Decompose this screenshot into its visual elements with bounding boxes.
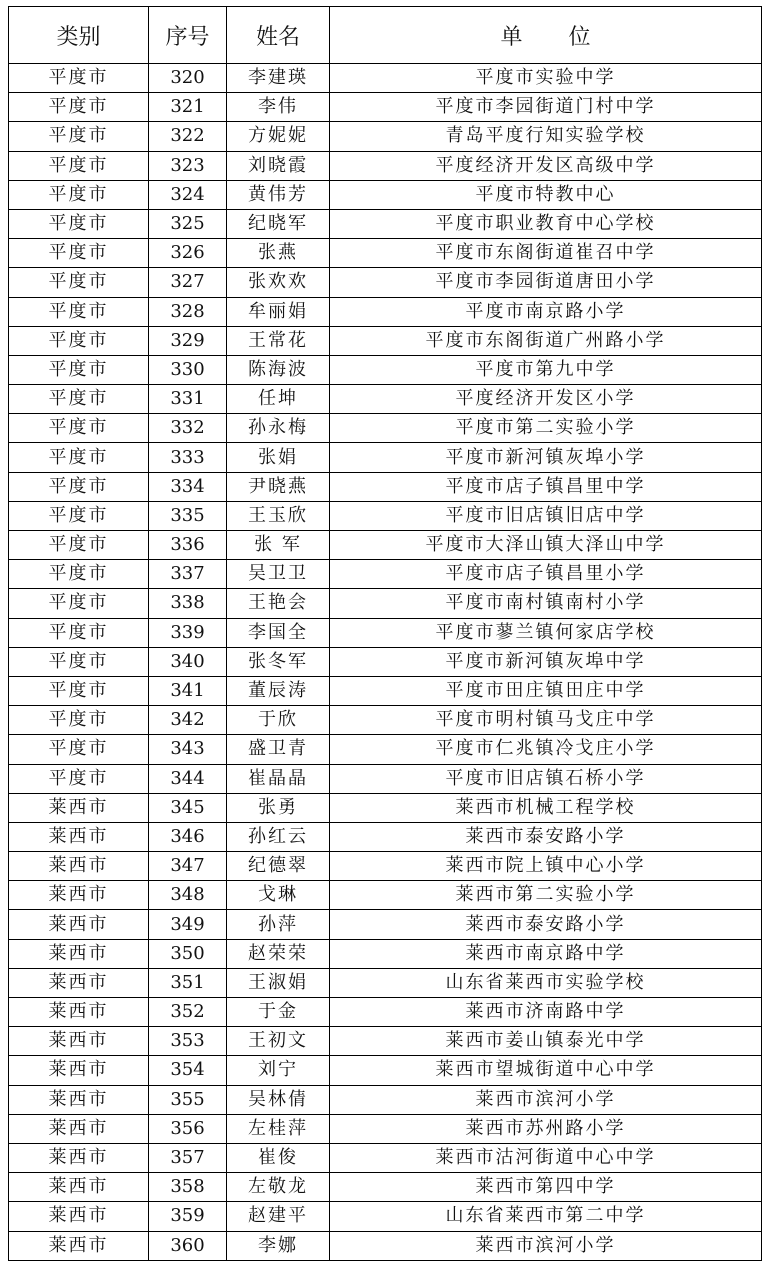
cell-number: 324 <box>149 180 227 209</box>
cell-unit: 平度市实验中学 <box>330 64 762 93</box>
table-row <box>9 209 762 238</box>
cell-category: 莱西市 <box>9 852 149 881</box>
cell-unit: 平度市仁兆镇冷戈庄小学 <box>330 735 762 764</box>
cell-number: 334 <box>149 472 227 501</box>
cell-unit: 莱西市滨河小学 <box>330 1085 762 1114</box>
table-row <box>9 297 762 326</box>
cell-name: 孙红云 <box>227 822 330 851</box>
cell-number: 359 <box>149 1202 227 1231</box>
cell-category: 平度市 <box>9 355 149 384</box>
cell-unit: 平度市特教中心 <box>330 180 762 209</box>
cell-unit: 平度市店子镇昌里中学 <box>330 472 762 501</box>
cell-number: 352 <box>149 998 227 1027</box>
cell-number: 323 <box>149 151 227 180</box>
cell-name: 李娜 <box>227 1231 330 1260</box>
cell-unit: 莱西市姜山镇泰光中学 <box>330 1027 762 1056</box>
table-row <box>9 676 762 705</box>
cell-number: 331 <box>149 385 227 414</box>
table-row <box>9 706 762 735</box>
cell-category: 莱西市 <box>9 939 149 968</box>
cell-name: 赵建平 <box>227 1202 330 1231</box>
cell-name: 方妮妮 <box>227 122 330 151</box>
table-row <box>9 968 762 997</box>
cell-name: 张燕 <box>227 239 330 268</box>
cell-category: 莱西市 <box>9 968 149 997</box>
table-row <box>9 326 762 355</box>
cell-category: 平度市 <box>9 297 149 326</box>
column-header-unit <box>330 7 762 64</box>
cell-number: 327 <box>149 268 227 297</box>
table-row <box>9 472 762 501</box>
cell-unit: 青岛平度行知实验学校 <box>330 122 762 151</box>
cell-category: 平度市 <box>9 706 149 735</box>
cell-number: 328 <box>149 297 227 326</box>
cell-unit: 平度经济开发区小学 <box>330 385 762 414</box>
cell-number: 347 <box>149 852 227 881</box>
cell-unit: 平度市第九中学 <box>330 355 762 384</box>
cell-name: 张 军 <box>227 531 330 560</box>
table-body <box>9 64 762 1261</box>
table-row <box>9 443 762 472</box>
cell-name: 李伟 <box>227 93 330 122</box>
table-row <box>9 939 762 968</box>
cell-name: 孙永梅 <box>227 414 330 443</box>
cell-number: 350 <box>149 939 227 968</box>
cell-category: 平度市 <box>9 239 149 268</box>
cell-name: 王艳会 <box>227 589 330 618</box>
cell-number: 342 <box>149 706 227 735</box>
cell-unit: 山东省莱西市第二中学 <box>330 1202 762 1231</box>
cell-category: 平度市 <box>9 64 149 93</box>
table-row <box>9 1202 762 1231</box>
table-row <box>9 151 762 180</box>
cell-name: 于欣 <box>227 706 330 735</box>
cell-name: 黄伟芳 <box>227 180 330 209</box>
cell-unit: 平度市新河镇灰埠中学 <box>330 647 762 676</box>
cell-name: 戈琳 <box>227 881 330 910</box>
cell-unit: 平度市第二实验小学 <box>330 414 762 443</box>
header-row <box>9 7 762 64</box>
cell-number: 339 <box>149 618 227 647</box>
table-row <box>9 793 762 822</box>
cell-name: 崔晶晶 <box>227 764 330 793</box>
cell-unit: 莱西市滨河小学 <box>330 1231 762 1260</box>
cell-category: 莱西市 <box>9 1056 149 1085</box>
cell-number: 320 <box>149 64 227 93</box>
cell-number: 330 <box>149 355 227 384</box>
table-row <box>9 998 762 1027</box>
cell-category: 莱西市 <box>9 910 149 939</box>
column-header-category: 类别 <box>9 7 149 64</box>
cell-name: 任坤 <box>227 385 330 414</box>
cell-number: 329 <box>149 326 227 355</box>
cell-category: 平度市 <box>9 589 149 618</box>
cell-name: 纪德翠 <box>227 852 330 881</box>
cell-number: 346 <box>149 822 227 851</box>
column-header-unit-label: 单位 <box>500 24 637 50</box>
cell-unit: 平度市南村镇南村小学 <box>330 589 762 618</box>
cell-number: 336 <box>149 531 227 560</box>
cell-category: 莱西市 <box>9 998 149 1027</box>
cell-number: 355 <box>149 1085 227 1114</box>
cell-number: 348 <box>149 881 227 910</box>
cell-unit: 莱西市第四中学 <box>330 1173 762 1202</box>
column-header-name: 姓名 <box>227 7 330 64</box>
cell-name: 尹晓燕 <box>227 472 330 501</box>
table-row <box>9 122 762 151</box>
cell-number: 333 <box>149 443 227 472</box>
cell-unit: 平度市田庄镇田庄中学 <box>330 676 762 705</box>
cell-unit: 平度市明村镇马戈庄中学 <box>330 706 762 735</box>
table-row <box>9 1173 762 1202</box>
cell-name: 王玉欣 <box>227 501 330 530</box>
cell-unit: 莱西市泰安路小学 <box>330 822 762 851</box>
table-row <box>9 1143 762 1172</box>
cell-category: 平度市 <box>9 764 149 793</box>
cell-category: 平度市 <box>9 618 149 647</box>
cell-number: 343 <box>149 735 227 764</box>
table-row <box>9 355 762 384</box>
cell-category: 平度市 <box>9 531 149 560</box>
cell-category: 莱西市 <box>9 1202 149 1231</box>
cell-category: 平度市 <box>9 676 149 705</box>
cell-name: 纪晓军 <box>227 209 330 238</box>
cell-number: 322 <box>149 122 227 151</box>
table-row <box>9 93 762 122</box>
cell-number: 338 <box>149 589 227 618</box>
cell-unit: 平度市蓼兰镇何家店学校 <box>330 618 762 647</box>
cell-name: 刘宁 <box>227 1056 330 1085</box>
table-header <box>9 7 762 64</box>
cell-number: 358 <box>149 1173 227 1202</box>
cell-name: 孙萍 <box>227 910 330 939</box>
cell-number: 335 <box>149 501 227 530</box>
table-row <box>9 852 762 881</box>
cell-name: 崔俊 <box>227 1143 330 1172</box>
table-row <box>9 881 762 910</box>
cell-category: 平度市 <box>9 472 149 501</box>
cell-category: 莱西市 <box>9 1173 149 1202</box>
table-row <box>9 239 762 268</box>
table-row <box>9 1085 762 1114</box>
table-row <box>9 560 762 589</box>
cell-unit: 平度经济开发区高级中学 <box>330 151 762 180</box>
cell-name: 王初文 <box>227 1027 330 1056</box>
table-row <box>9 735 762 764</box>
cell-category: 平度市 <box>9 443 149 472</box>
cell-category: 平度市 <box>9 326 149 355</box>
cell-unit: 莱西市苏州路小学 <box>330 1114 762 1143</box>
cell-category: 莱西市 <box>9 793 149 822</box>
cell-number: 340 <box>149 647 227 676</box>
cell-category: 平度市 <box>9 93 149 122</box>
cell-unit: 平度市东阁街道广州路小学 <box>330 326 762 355</box>
table-row <box>9 385 762 414</box>
table-row <box>9 822 762 851</box>
cell-number: 341 <box>149 676 227 705</box>
cell-name: 张娟 <box>227 443 330 472</box>
cell-name: 李建瑛 <box>227 64 330 93</box>
cell-number: 360 <box>149 1231 227 1260</box>
cell-unit: 平度市职业教育中心学校 <box>330 209 762 238</box>
table-row <box>9 501 762 530</box>
roster-sheet <box>8 6 761 1261</box>
cell-name: 赵荣荣 <box>227 939 330 968</box>
table-row <box>9 1027 762 1056</box>
cell-unit: 平度市新河镇灰埠小学 <box>330 443 762 472</box>
cell-unit: 平度市东阁街道崔召中学 <box>330 239 762 268</box>
cell-name: 王淑娟 <box>227 968 330 997</box>
table-row <box>9 531 762 560</box>
cell-unit: 莱西市沽河街道中心中学 <box>330 1143 762 1172</box>
table-row <box>9 910 762 939</box>
cell-category: 莱西市 <box>9 1114 149 1143</box>
cell-number: 337 <box>149 560 227 589</box>
cell-name: 牟丽娟 <box>227 297 330 326</box>
cell-number: 325 <box>149 209 227 238</box>
cell-category: 平度市 <box>9 180 149 209</box>
cell-unit: 莱西市南京路中学 <box>330 939 762 968</box>
table-row <box>9 1231 762 1260</box>
cell-number: 353 <box>149 1027 227 1056</box>
cell-category: 平度市 <box>9 268 149 297</box>
cell-number: 351 <box>149 968 227 997</box>
table-row <box>9 1056 762 1085</box>
cell-unit: 平度市南京路小学 <box>330 297 762 326</box>
cell-number: 344 <box>149 764 227 793</box>
table-row <box>9 618 762 647</box>
cell-unit: 平度市大泽山镇大泽山中学 <box>330 531 762 560</box>
cell-number: 357 <box>149 1143 227 1172</box>
cell-name: 张勇 <box>227 793 330 822</box>
cell-unit: 莱西市院上镇中心小学 <box>330 852 762 881</box>
cell-unit: 山东省莱西市实验学校 <box>330 968 762 997</box>
cell-category: 平度市 <box>9 735 149 764</box>
cell-unit: 莱西市望城街道中心中学 <box>330 1056 762 1085</box>
cell-category: 平度市 <box>9 647 149 676</box>
cell-name: 王常花 <box>227 326 330 355</box>
cell-unit: 平度市旧店镇旧店中学 <box>330 501 762 530</box>
cell-unit: 莱西市第二实验小学 <box>330 881 762 910</box>
cell-unit: 平度市店子镇昌里小学 <box>330 560 762 589</box>
table-row <box>9 764 762 793</box>
cell-number: 326 <box>149 239 227 268</box>
cell-name: 吴卫卫 <box>227 560 330 589</box>
cell-unit: 平度市旧店镇石桥小学 <box>330 764 762 793</box>
cell-category: 莱西市 <box>9 1143 149 1172</box>
column-header-number: 序号 <box>149 7 227 64</box>
cell-name: 左桂萍 <box>227 1114 330 1143</box>
cell-category: 平度市 <box>9 122 149 151</box>
cell-name: 左敬龙 <box>227 1173 330 1202</box>
cell-number: 349 <box>149 910 227 939</box>
cell-name: 于金 <box>227 998 330 1027</box>
cell-unit: 平度市李园街道门村中学 <box>330 93 762 122</box>
cell-unit: 平度市李园街道唐田小学 <box>330 268 762 297</box>
cell-name: 吴林倩 <box>227 1085 330 1114</box>
cell-category: 平度市 <box>9 414 149 443</box>
cell-category: 莱西市 <box>9 1231 149 1260</box>
table-row <box>9 647 762 676</box>
cell-category: 莱西市 <box>9 1085 149 1114</box>
cell-number: 356 <box>149 1114 227 1143</box>
cell-number: 354 <box>149 1056 227 1085</box>
cell-name: 张欢欢 <box>227 268 330 297</box>
cell-number: 321 <box>149 93 227 122</box>
cell-name: 李国全 <box>227 618 330 647</box>
table-row <box>9 64 762 93</box>
cell-category: 莱西市 <box>9 822 149 851</box>
roster-table <box>8 6 762 1261</box>
cell-category: 平度市 <box>9 151 149 180</box>
table-row <box>9 414 762 443</box>
cell-name: 盛卫青 <box>227 735 330 764</box>
cell-unit: 莱西市机械工程学校 <box>330 793 762 822</box>
cell-category: 平度市 <box>9 209 149 238</box>
cell-name: 陈海波 <box>227 355 330 384</box>
cell-unit: 莱西市泰安路小学 <box>330 910 762 939</box>
cell-name: 张冬军 <box>227 647 330 676</box>
cell-category: 莱西市 <box>9 1027 149 1056</box>
table-row <box>9 1114 762 1143</box>
cell-number: 332 <box>149 414 227 443</box>
table-row <box>9 268 762 297</box>
cell-name: 刘晓霞 <box>227 151 330 180</box>
table-row <box>9 180 762 209</box>
cell-name: 董辰涛 <box>227 676 330 705</box>
cell-category: 平度市 <box>9 385 149 414</box>
cell-unit: 莱西市济南路中学 <box>330 998 762 1027</box>
cell-category: 莱西市 <box>9 881 149 910</box>
table-row <box>9 589 762 618</box>
cell-category: 平度市 <box>9 560 149 589</box>
cell-number: 345 <box>149 793 227 822</box>
cell-category: 平度市 <box>9 501 149 530</box>
